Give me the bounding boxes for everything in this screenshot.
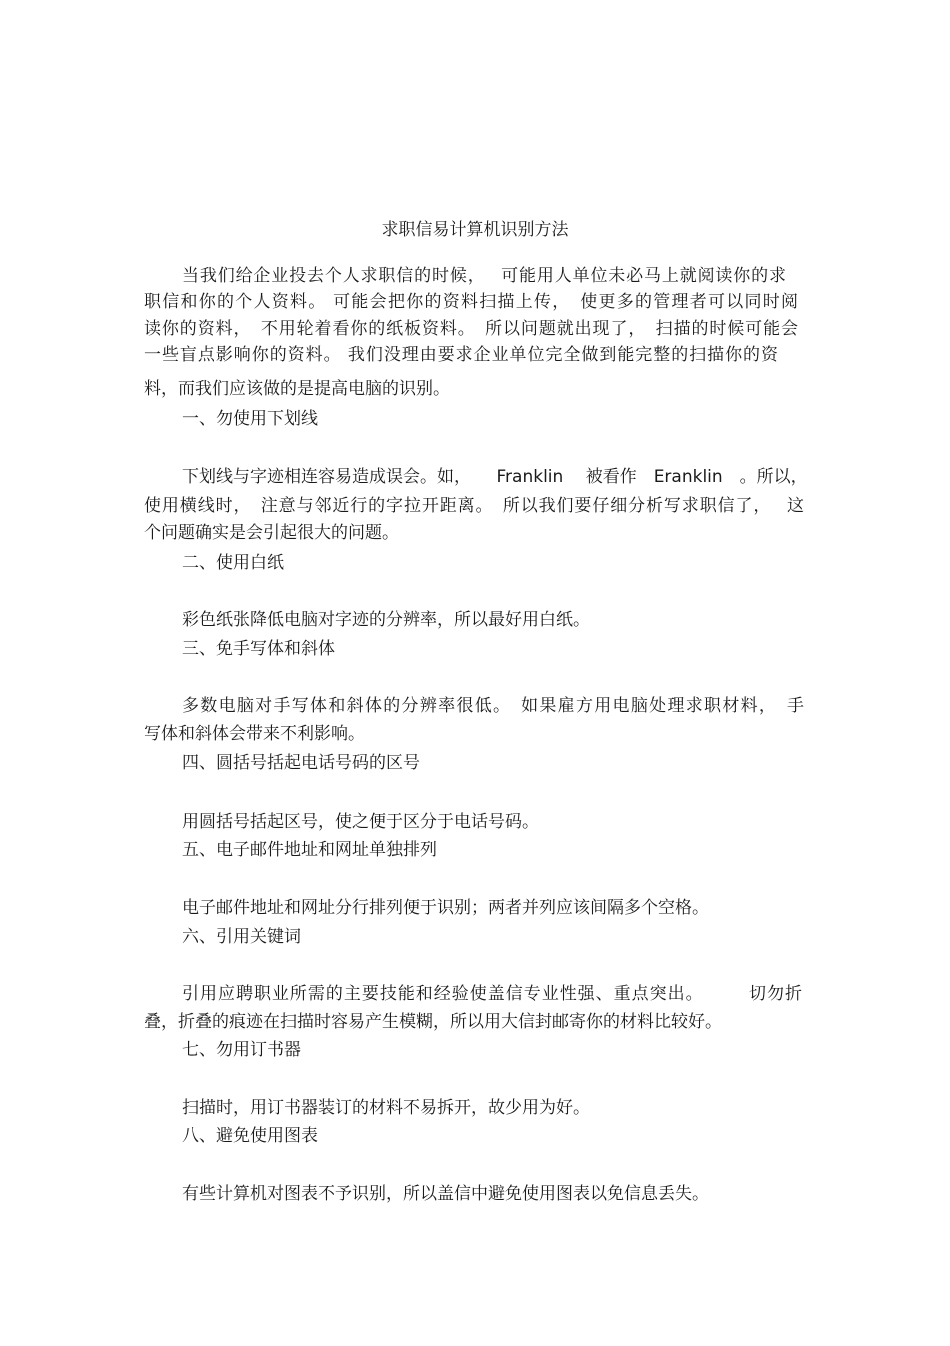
- section-3-line-2: 写体和斜体会带来不利影响。: [144, 724, 365, 744]
- document-title: 求职信易计算机识别方法: [381, 220, 569, 240]
- intro-line-1: 当我们给企业投去个人求职信的时候， 可能用人单位未必马上就阅读你的求: [182, 266, 786, 286]
- section-6-line-2: 叠，折叠的痕迹在扫描时容易产生模糊，所以用大信封邮寄你的材料比较好。: [144, 1012, 722, 1032]
- section-1-line-2: 使用横线时， 注意与邻近行的字拉开距离。 所以我们要仔细分析写求职信了， 这: [144, 496, 804, 516]
- section-2-line-1: 彩色纸张降低电脑对字迹的分辨率，所以最好用白纸。: [182, 610, 590, 630]
- section-heading-2: 二、使用白纸: [182, 553, 284, 573]
- section-6-line-1: 引用应聘职业所需的主要技能和经验使盖信专业性强、重点突出。 切勿折: [182, 984, 802, 1004]
- intro-line-3: 读你的资料， 不用轮着看你的纸板资料。 所以问题就出现了， 扫描的时候可能会: [144, 319, 798, 339]
- section-heading-4: 四、圆括号括起电话号码的区号: [182, 753, 420, 773]
- section-5-line-1: 电子邮件地址和网址分行排列便于识别；两者并列应该间隔多个空格。: [182, 898, 709, 918]
- intro-line-4: 一些盲点影响你的资料。 我们没理由要求企业单位完全做到能完整的扫描你的资: [144, 345, 778, 365]
- section-1-line-3: 个问题确实是会引起很大的问题。: [144, 523, 399, 543]
- section-heading-8: 八、避免使用图表: [182, 1126, 318, 1146]
- section-heading-1: 一、勿使用下划线: [182, 409, 318, 429]
- intro-line-5: 料，而我们应该做的是提高电脑的识别。: [144, 379, 450, 399]
- section-heading-7: 七、勿用订书器: [182, 1040, 301, 1060]
- section-heading-3: 三、免手写体和斜体: [182, 639, 335, 659]
- intro-line-2: 职信和你的个人资料。 可能会把你的资料扫描上传， 使更多的管理者可以同时阅: [144, 292, 798, 312]
- section-heading-5: 五、电子邮件地址和网址单独排列: [182, 840, 437, 860]
- section-7-line-1: 扫描时，用订书器装订的材料不易拆开，故少用为好。: [182, 1098, 590, 1118]
- section-heading-6: 六、引用关键词: [182, 927, 301, 947]
- section-4-line-1: 用圆括号括起区号，使之便于区分于电话号码。: [182, 812, 539, 832]
- section-8-line-1: 有些计算机对图表不予识别，所以盖信中避免使用图表以免信息丢失。: [182, 1184, 709, 1204]
- section-1-line-1: 下划线与字迹相连容易造成误会。如， Franklin 被看作 Eranklin 。所以，: [182, 467, 808, 487]
- section-3-line-1: 多数电脑对手写体和斜体的分辨率很低。 如果雇方用电脑处理求职材料， 手: [182, 696, 804, 716]
